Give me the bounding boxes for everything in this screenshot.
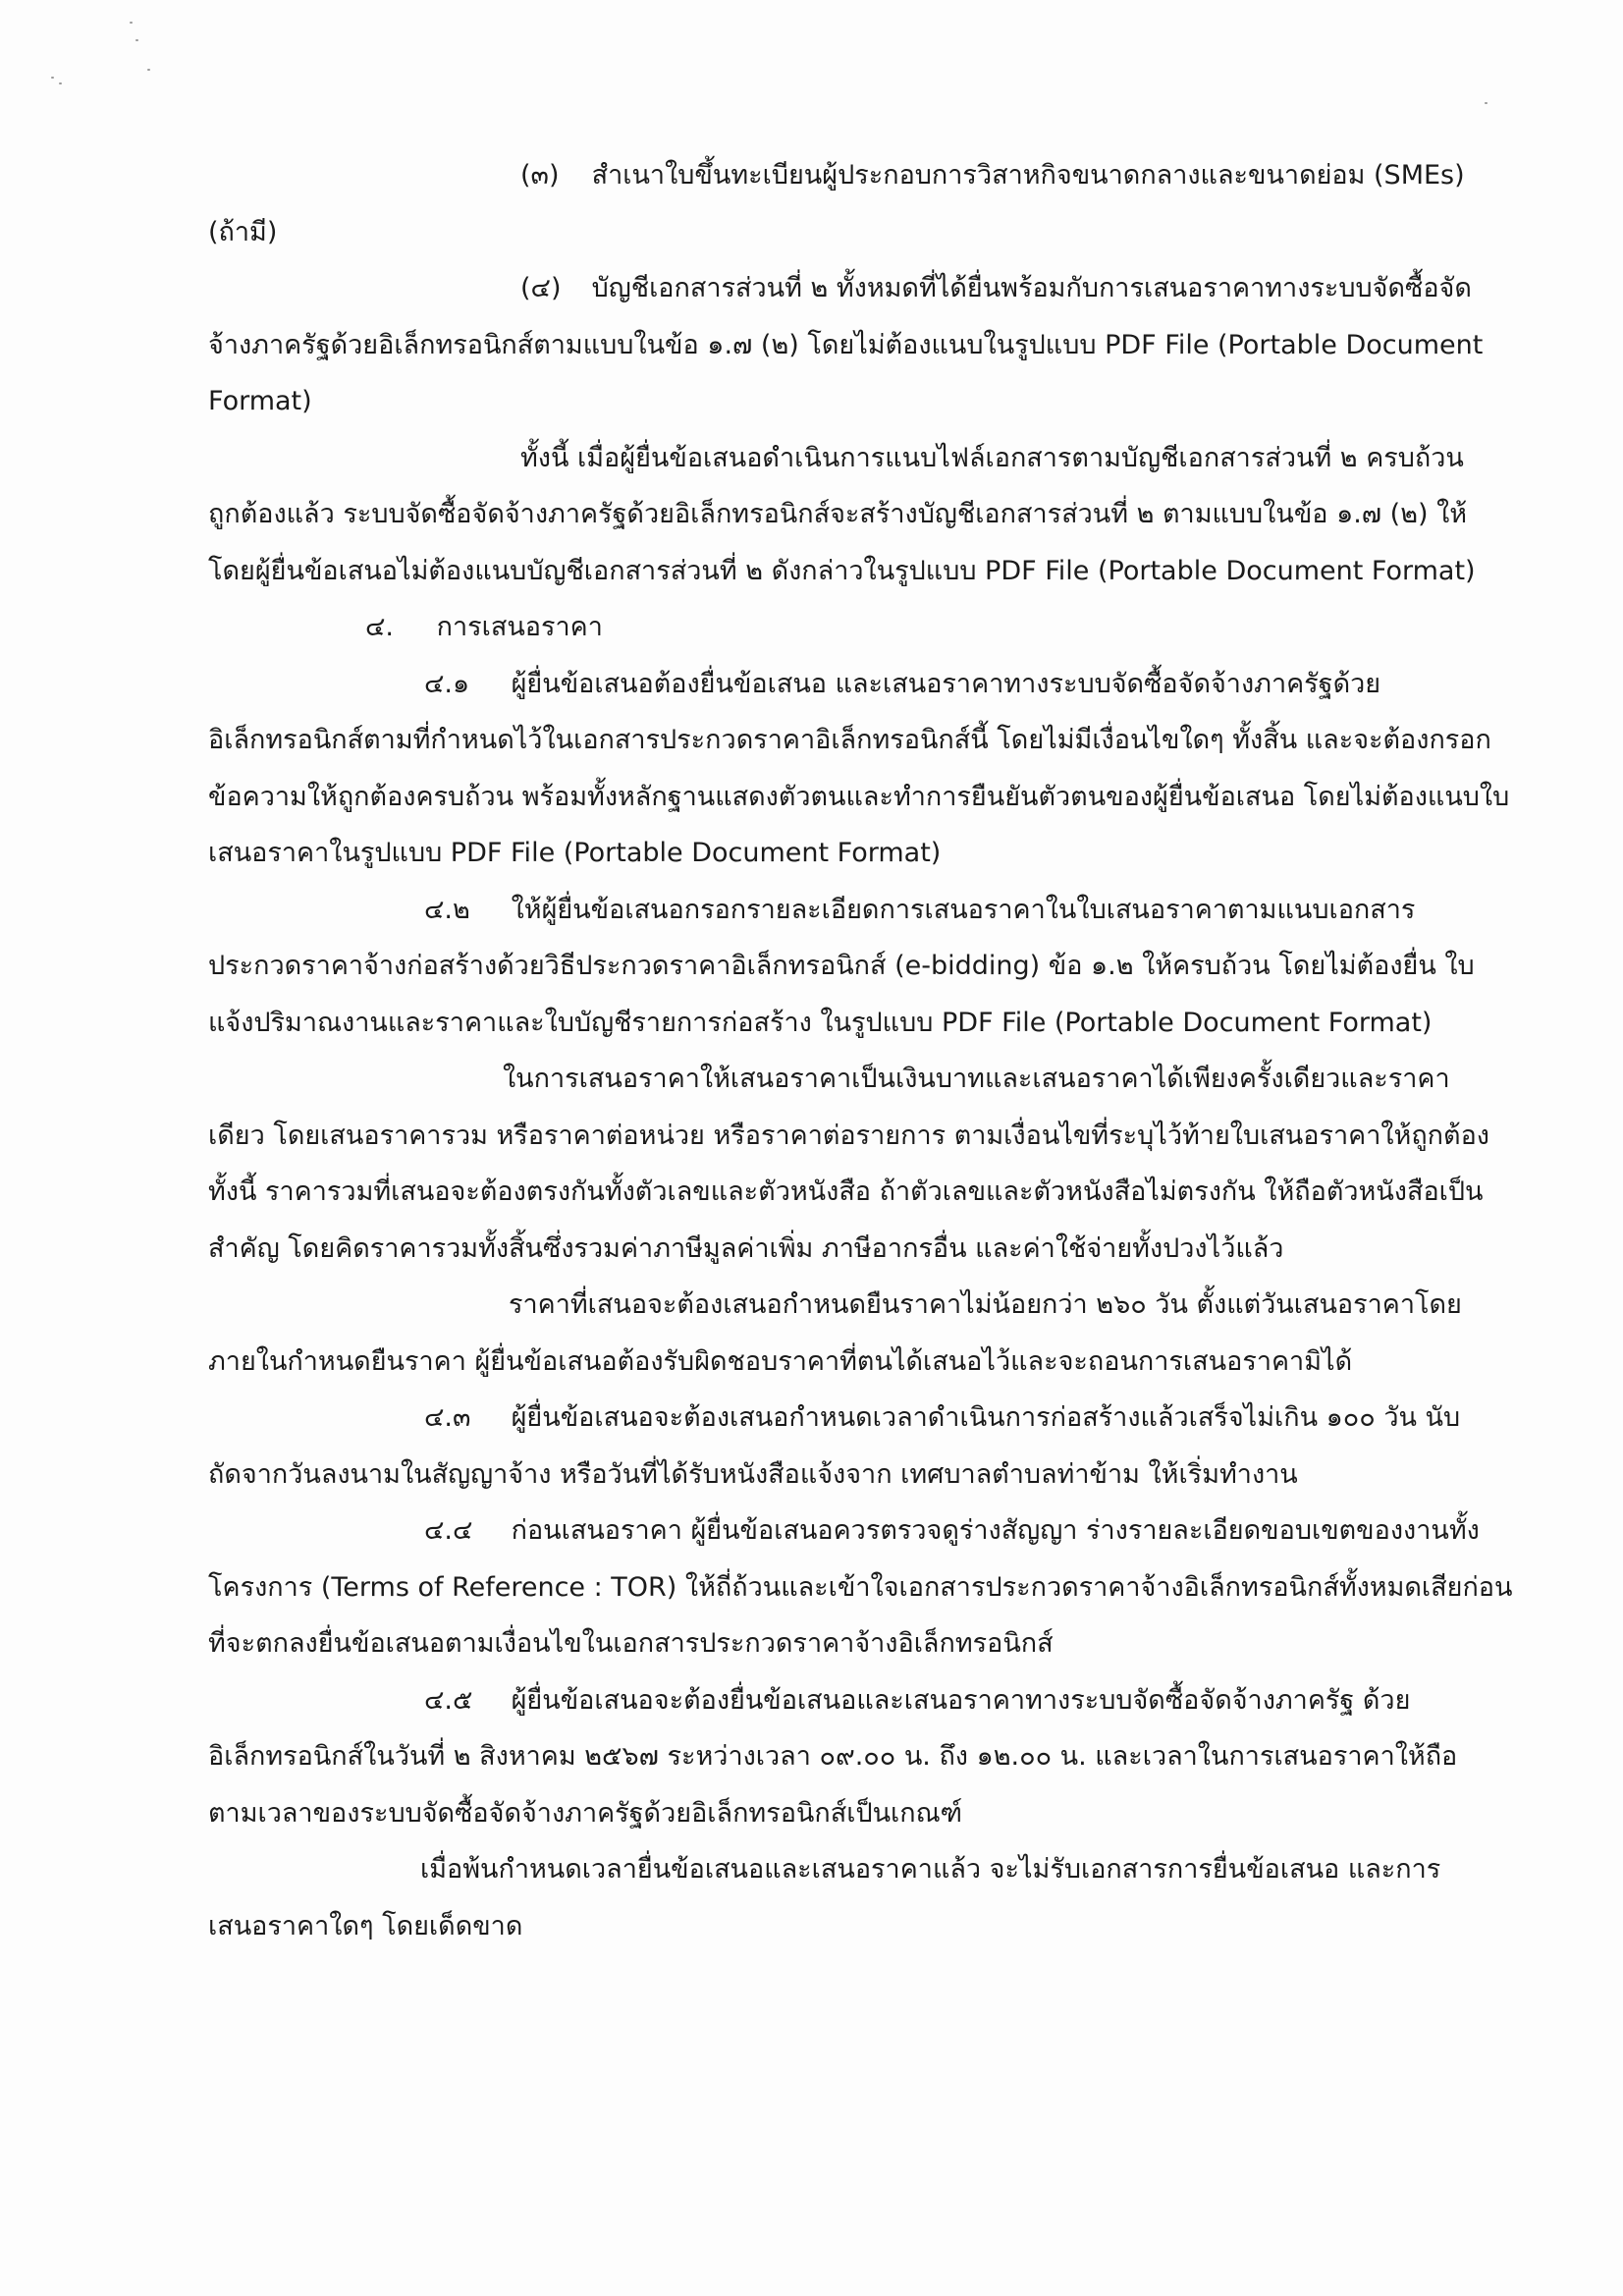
clause-text: ให้ผู้ยื่นข้อเสนอกรอกรายละเอียดการเสนอราคาในใบเสนอราคาตามแนบเอกสาร xyxy=(511,894,1416,925)
price-paragraph-line: ในการเสนอราคาให้เสนอราคาเป็นเงินบาทและเสนอราคาได้เพียงครั้งเดียวและราคา xyxy=(503,1064,1450,1094)
clause-4-2 xyxy=(208,882,1435,939)
clause-4-1 xyxy=(208,656,1435,713)
clause-text: ผู้ยื่นข้อเสนอต้องยื่นข้อเสนอ และเสนอราคาทางระบบจัดซื้อจัดจ้างภาครัฐด้วย xyxy=(511,668,1381,699)
clause-line: เสนอราคาในรูปแบบ PDF File (Portable Document Format) xyxy=(208,838,942,868)
clause-number: ๔.๓ xyxy=(424,1402,471,1433)
item-3 xyxy=(208,147,1465,204)
item-text: สำเนาใบขึ้นทะเบียนผู้ประกอบการวิสาหกิจขนาดกลางและขนาดย่อม (SMEs) xyxy=(591,160,1465,191)
section-heading xyxy=(208,599,1435,656)
clause-line: ตามเวลาของระบบจัดซื้อจัดจ้างภาครัฐด้วยอิเล็กทรอนิกส์เป็นเกณฑ์ xyxy=(208,1797,963,1829)
scan-speck xyxy=(135,39,138,41)
validity-paragraph-line: ราคาที่เสนอจะต้องเสนอกำหนดยืนราคาไม่น้อยกว่า ๒๖๐ วัน ตั้งแต่วันเสนอราคาโดย xyxy=(509,1289,1462,1320)
clause-line: ข้อความให้ถูกต้องครบถ้วน พร้อมทั้งหลักฐานแสดงตัวตนและทำการยืนยันตัวตนของผู้ยื่นข้อเสนอ โดยไม่ต้องแนบใบ xyxy=(208,781,1510,812)
price-paragraph-line: ทั้งนี้ ราคารวมที่เสนอจะต้องตรงกันทั้งตัวเลขและตัวหนังสือ ถ้าตัวเลขและตัวหนังสือไม่ตรงกัน ให้ถือตัวหนังสือเป็น xyxy=(208,1176,1484,1207)
item-3-continuation: (ถ้ามี) xyxy=(208,216,278,247)
item-4-continuation: Format) xyxy=(208,386,312,416)
clause-number: ๔.๕ xyxy=(424,1684,473,1716)
clause-line: ถัดจากวันลงนามในสัญญาจ้าง หรือวันที่ได้รับหนังสือแจ้งจาก เทศบาลตำบลท่าข้าม ให้เริ่มทำงาน xyxy=(208,1458,1298,1490)
clause-line: ที่จะตกลงยื่นข้อเสนอตามเงื่อนไขในเอกสารประกวดราคาจ้างอิเล็กทรอนิกส์ xyxy=(208,1628,1054,1659)
clause-4-4 xyxy=(208,1503,1480,1559)
validity-paragraph-line: ภายในกำหนดยืนราคา ผู้ยื่นข้อเสนอต้องรับผิดชอบราคาที่ตนได้เสนอไว้และจะถอนการเสนอราคามิได้ xyxy=(208,1345,1353,1377)
item-number: (๔) xyxy=(520,273,562,303)
clause-line: อิเล็กทรอนิกส์ในวันที่ ๒ สิงหาคม ๒๕๖๗ ระหว่างเวลา ๐๙.๐๐ น. ถึง ๑๒.๐๐ น. และเวลาในการเสนอราคาให้ถือ xyxy=(208,1741,1458,1772)
item-text: บัญชีเอกสารส่วนที่ ๒ ทั้งหมดที่ได้ยื่นพร้อมกับการเสนอราคาทางระบบจัดซื้อจัด xyxy=(591,273,1472,303)
section-title: การเสนอราคา xyxy=(436,612,603,642)
note-paragraph-line: ทั้งนี้ เมื่อผู้ยื่นข้อเสนอดำเนินการแนบไฟล์เอกสารตามบัญชีเอกสารส่วนที่ ๒ ครบถ้วน xyxy=(520,442,1464,473)
clause-text: ผู้ยื่นข้อเสนอจะต้องเสนอกำหนดเวลาดำเนินการก่อสร้างแล้วเสร็จไม่เกิน ๑๐๐ วัน นับ xyxy=(511,1402,1461,1433)
clause-4-3 xyxy=(208,1390,1461,1447)
clause-text: ก่อนเสนอราคา ผู้ยื่นข้อเสนอควรตรวจดูร่างสัญญา ร่างรายละเอียดขอบเขตของงานทั้ง xyxy=(511,1515,1480,1546)
item-4 xyxy=(208,260,1472,317)
price-paragraph-line: เดียว โดยเสนอราคารวม หรือราคาต่อหน่วย หรือราคาต่อรายการ ตามเงื่อนไขที่ระบุไว้ท้ายใบเสนอราคาให้ถูกต้อง xyxy=(208,1120,1489,1151)
scan-speck xyxy=(1485,102,1488,104)
clause-line: ประกวดราคาจ้างก่อสร้างด้วยวิธีประกวดราคาอิเล็กทรอนิกส์ (e-bidding) ข้อ ๑.๒ ให้ครบถ้วน โดยไม่ต้องยื่น ใบ xyxy=(208,951,1475,981)
price-paragraph-line: สำคัญ โดยคิดราคารวมทั้งสิ้นซึ่งรวมค่าภาษีมูลค่าเพิ่ม ภาษีอากรอื่น และค่าใช้จ่ายทั้งปวงไว้แล้ว xyxy=(208,1232,1284,1264)
note-paragraph-line: ถูกต้องแล้ว ระบบจัดซื้อจัดจ้างภาครัฐด้วยอิเล็กทรอนิกส์จะสร้างบัญชีเอกสารส่วนที่ ๒ ตามแบบในข้อ ๑.๗ (๒) ให้ xyxy=(208,499,1468,529)
item-4-continuation: จ้างภาครัฐด้วยอิเล็กทรอนิกส์ตามแบบในข้อ ๑.๗ (๒) โดยไม่ต้องแนบในรูปแบบ PDF File (Portable Document xyxy=(208,329,1484,360)
clause-line: แจ้งปริมาณงานและราคาและใบบัญชีรายการก่อสร้าง ในรูปแบบ PDF File (Portable Document Format) xyxy=(208,1007,1433,1038)
document-body xyxy=(208,147,1513,1954)
deadline-paragraph-line: เมื่อพ้นกำหนดเวลายื่นข้อเสนอและเสนอราคาแล้ว จะไม่รับเอกสารการยื่นข้อเสนอ และการ xyxy=(420,1854,1441,1885)
clause-number: ๔.๒ xyxy=(424,894,470,925)
scan-speck xyxy=(51,77,54,79)
clause-4-5 xyxy=(208,1672,1435,1729)
section-number: ๔. xyxy=(365,612,395,642)
clause-line: อิเล็กทรอนิกส์ตามที่กำหนดไว้ในเอกสารประกวดราคาอิเล็กทรอนิกส์นี้ โดยไม่มีเงื่อนไขใดๆ ทั้งสิ้น และจะต้องกรอก xyxy=(208,725,1491,755)
clause-number: ๔.๑ xyxy=(424,668,470,699)
scan-speck xyxy=(130,22,133,24)
scan-speck xyxy=(59,82,62,84)
clause-number: ๔.๔ xyxy=(424,1515,473,1546)
item-number: (๓) xyxy=(520,160,560,191)
note-paragraph-line: โดยผู้ยื่นข้อเสนอไม่ต้องแนบบัญชีเอกสารส่วนที่ ๒ ดังกล่าวในรูปแบบ PDF File (Portable Document Format) xyxy=(208,555,1476,586)
deadline-paragraph-line: เสนอราคาใดๆ โดยเด็ดขาด xyxy=(208,1910,523,1941)
scan-speck xyxy=(147,69,150,71)
clause-line: โครงการ (Terms of Reference : TOR) ให้ถี่ถ้วนและเข้าใจเอกสารประกวดราคาจ้างอิเล็กทรอนิกส์ทั้งหมดเสียก่อน xyxy=(208,1571,1513,1603)
clause-text: ผู้ยื่นข้อเสนอจะต้องยื่นข้อเสนอและเสนอราคาทางระบบจัดซื้อจัดจ้างภาครัฐ ด้วย xyxy=(511,1684,1411,1716)
